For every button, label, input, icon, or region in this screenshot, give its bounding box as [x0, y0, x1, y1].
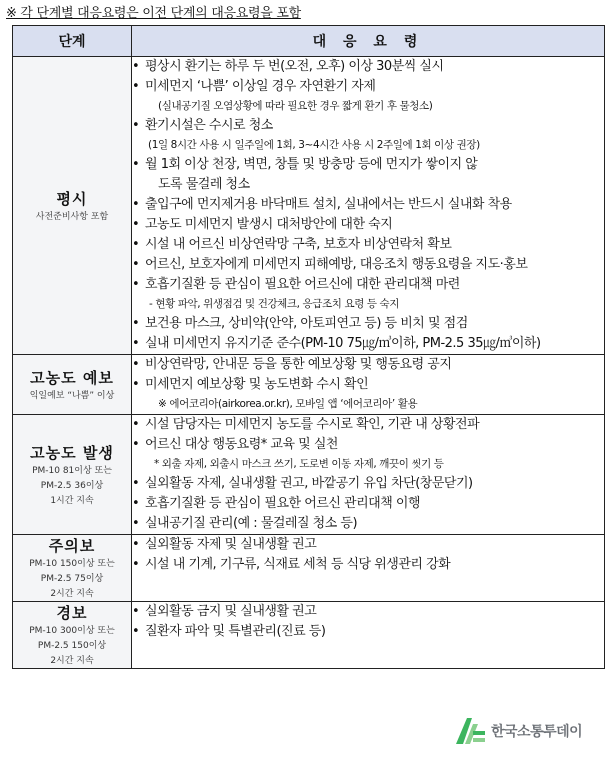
bullet-icon: •	[132, 257, 140, 272]
action-detail: (실내공기질 오염상황에 따라 필요한 경우 짧게 환기 후 물청소)	[158, 100, 433, 112]
action-list	[132, 355, 604, 414]
table-row	[13, 602, 605, 669]
watermark	[456, 718, 582, 744]
bullet-icon: •	[132, 357, 140, 372]
actions-cell	[132, 602, 605, 669]
bullet-icon: •	[132, 237, 140, 252]
list-item	[132, 275, 604, 295]
action-text: 월 1회 이상 천장, 벽면, 창틀 및 방충망 등에 먼지가 쌓이지 않	[145, 157, 478, 172]
bullet-icon: •	[132, 516, 140, 531]
stage-name: 평시	[56, 189, 88, 208]
stage-cell	[13, 415, 132, 535]
list-item	[132, 175, 604, 195]
action-detail: - 현황 파악, 위생점검 및 건강체크, 응급조치 요령 등 숙지	[149, 298, 400, 310]
bullet-icon: •	[132, 496, 140, 511]
list-item	[132, 195, 604, 215]
stage-criteria: PM-2.5 75이상	[40, 574, 104, 584]
action-text: 실외활동 금지 및 실내생활 권고	[145, 604, 317, 619]
stage-criteria: PM-10 150이상 또는	[29, 559, 115, 569]
action-text: 도록 물걸레 청소	[158, 177, 250, 192]
table-row	[13, 355, 605, 415]
action-text: 시설 내 어르신 비상연락망 구축, 보호자 비상연락처 확보	[145, 237, 452, 252]
stage-criteria: PM-10 300이상 또는	[29, 626, 115, 636]
action-text: 출입구에 먼지제거용 바닥매트 설치, 실내에서는 반드시 실내화 착용	[145, 197, 512, 212]
action-detail: ※ 에어코리아(airkorea.or.kr), 모바일 앱 ‘에어코리아’ 활용	[158, 398, 418, 410]
bullet-icon: •	[132, 217, 140, 232]
action-text: 실외활동 자제, 실내생활 권고, 바깥공기 유입 차단(창문닫기)	[145, 476, 473, 491]
stage-cell	[13, 602, 132, 669]
bullet-icon: •	[132, 377, 140, 392]
action-text: 시설 담당자는 미세먼지 농도를 수시로 확인, 기관 내 상황전파	[145, 417, 480, 432]
stage-criteria: 2시간 지속	[50, 656, 94, 666]
watermark-logo-icon	[456, 718, 486, 744]
list-item-detail	[132, 136, 604, 155]
table-row	[13, 535, 605, 602]
list-item	[132, 555, 604, 575]
list-item	[132, 355, 604, 375]
action-text: 시설 내 기계, 기구류, 식재료 세척 등 식당 위생관리 강화	[145, 557, 451, 572]
stage-criteria: 1시간 지속	[50, 495, 94, 506]
actions-cell	[132, 57, 605, 355]
bullet-icon: •	[132, 417, 140, 432]
action-text: 미세먼지 ‘나쁨’ 이상일 경우 자연환기 자제	[145, 79, 376, 94]
stage-cell	[13, 535, 132, 602]
actions-cell	[132, 535, 605, 602]
action-text: 호흡기질환 등 관심이 필요한 어르신 관리대책 이행	[145, 496, 421, 511]
list-item	[132, 535, 604, 555]
action-text: 미세먼지 예보상황 및 농도변화 수시 확인	[145, 377, 369, 392]
list-item-detail	[132, 395, 604, 414]
stage-criteria: PM-2.5 150이상	[37, 641, 107, 651]
bullet-icon: •	[132, 79, 140, 94]
action-list	[132, 57, 604, 354]
list-item	[132, 215, 604, 235]
stage-name: 고농도 예보	[30, 368, 114, 387]
action-text: 질환자 파악 및 특별관리(진료 등)	[145, 624, 326, 639]
action-detail: * 외출 자제, 외출시 마스크 쓰기, 도로변 이동 자제, 깨끗이 씻기 등	[154, 458, 444, 470]
action-text: 호흡기질환 등 관심이 필요한 어르신에 대한 관리대책 마련	[145, 277, 460, 292]
stage-criteria: PM-10 81이상 또는	[32, 465, 112, 476]
bullet-icon: •	[132, 197, 140, 212]
action-text: 어르신 대상 행동요령* 교육 및 실천	[145, 437, 338, 452]
list-item	[132, 474, 604, 494]
action-text: 어르신, 보호자에게 미세먼지 피해예방, 대응조치 행동요령을 지도·홍보	[145, 257, 528, 272]
table-row	[13, 57, 605, 355]
action-detail: (1일 8시간 사용 시 일주일에 1회, 3~4시간 사용 시 2주일에 1회 이상 권장)	[148, 139, 480, 151]
watermark-text: 한국소통투데이	[491, 724, 583, 740]
list-item	[132, 494, 604, 514]
stage-name: 고농도 발생	[30, 443, 114, 462]
stage-criteria: 2시간 지속	[50, 589, 94, 599]
action-text: 실내공기질 관리(예 : 물걸레질 청소 등)	[145, 516, 358, 531]
bullet-icon: •	[132, 157, 140, 172]
header-actions: 대 응 요 령	[132, 26, 605, 57]
inclusion-note: ※ 각 단계별 대응요령은 이전 단계의 대응요령을 포함	[6, 6, 301, 21]
list-item	[132, 334, 604, 354]
list-item-detail	[132, 295, 604, 314]
bullet-icon: •	[132, 59, 140, 74]
bullet-icon: •	[132, 277, 140, 292]
stage-cell	[13, 355, 132, 415]
table-row	[13, 415, 605, 535]
bullet-icon: •	[132, 537, 140, 552]
action-text: 평상시 환기는 하루 두 번(오전, 오후) 이상 30분씩 실시	[145, 59, 444, 74]
list-item	[132, 116, 604, 136]
action-list	[132, 535, 604, 575]
list-item	[132, 255, 604, 275]
header-stage: 단계	[13, 26, 132, 57]
action-text: 비상연락망, 안내문 등을 통한 예보상황 및 행동요령 공지	[145, 357, 452, 372]
action-text: 보건용 마스크, 상비약(안약, 아토피연고 등) 등 비치 및 점검	[145, 316, 468, 331]
action-text: 환기시설은 수시로 청소	[145, 118, 273, 133]
bullet-icon: •	[132, 624, 140, 639]
stage-cell	[13, 57, 132, 355]
action-text: 실내 미세먼지 유지기준 준수(PM-10 75㎍/㎥이하, PM-2.5 35㎍/㎥이하)	[145, 336, 541, 351]
stage-criteria: 사전준비사항 포함	[35, 211, 109, 222]
bullet-icon: •	[132, 437, 140, 452]
stage-criteria: PM-2.5 36이상	[40, 480, 104, 491]
action-text: 실외활동 자제 및 실내생활 권고	[145, 537, 317, 552]
list-item	[132, 375, 604, 395]
list-item	[132, 77, 604, 97]
list-item-detail	[132, 455, 604, 474]
list-item	[132, 514, 604, 534]
response-guideline-table	[12, 25, 605, 669]
bullet-icon: •	[132, 604, 140, 619]
list-item	[132, 415, 604, 435]
actions-cell	[132, 355, 605, 415]
action-list	[132, 415, 604, 534]
bullet-icon: •	[132, 557, 140, 572]
list-item	[132, 435, 604, 455]
action-list	[132, 602, 604, 642]
list-item	[132, 622, 604, 642]
list-item	[132, 155, 604, 175]
actions-cell	[132, 415, 605, 535]
bullet-icon: •	[132, 336, 140, 351]
stage-name: 경보	[56, 604, 88, 622]
list-item	[132, 57, 604, 77]
list-item-detail	[132, 97, 604, 116]
list-item	[132, 314, 604, 334]
list-item	[132, 602, 604, 622]
bullet-icon: •	[132, 316, 140, 331]
bullet-icon: •	[132, 118, 140, 133]
table-header-row	[13, 26, 605, 57]
stage-criteria: 익일예보 “나쁨” 이상	[29, 390, 115, 401]
bullet-icon: •	[132, 476, 140, 491]
list-item	[132, 235, 604, 255]
stage-name: 주의보	[48, 537, 96, 555]
action-text: 고농도 미세먼지 발생시 대처방안에 대한 숙지	[145, 217, 393, 232]
